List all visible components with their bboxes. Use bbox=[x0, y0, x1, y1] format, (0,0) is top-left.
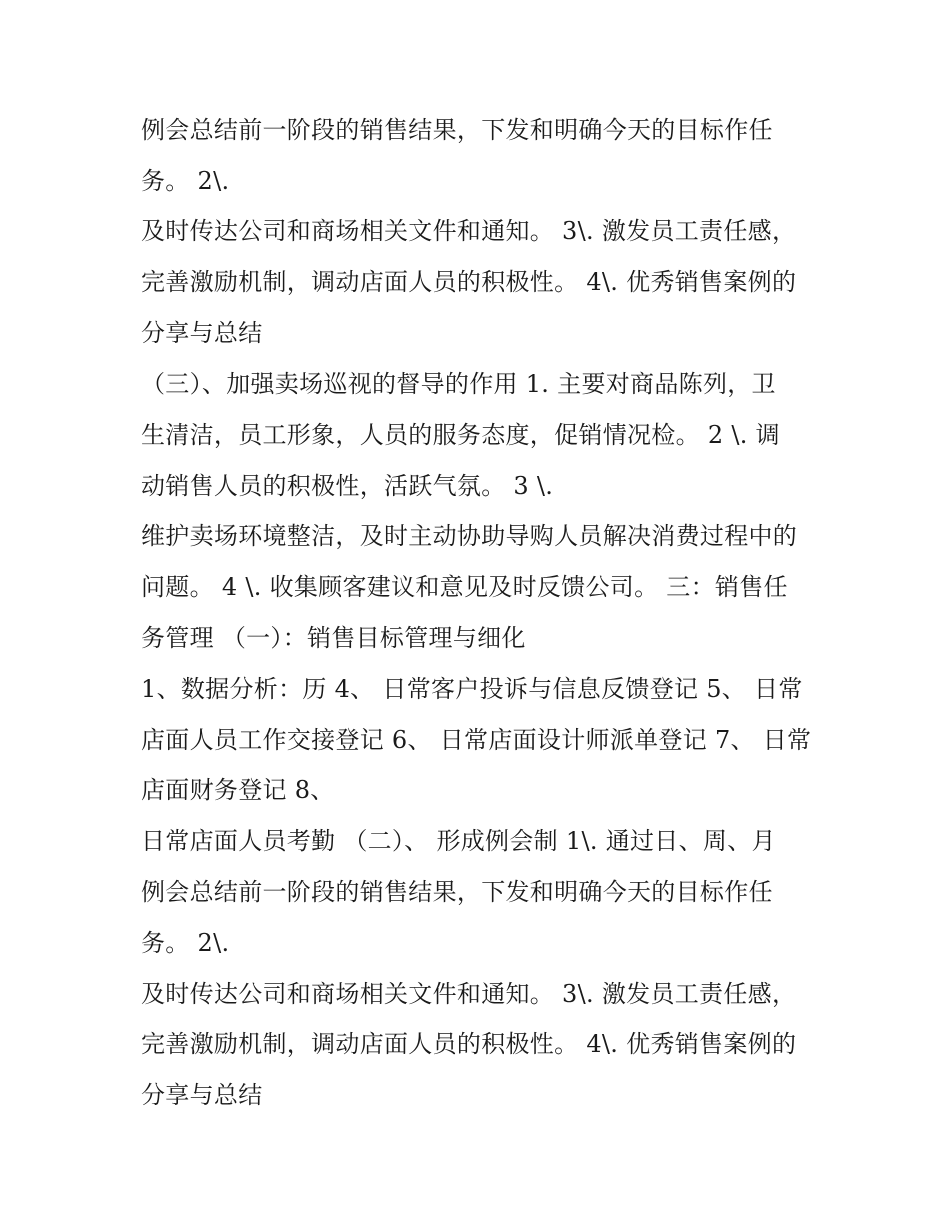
text-line: 分享与总结 bbox=[141, 319, 263, 347]
text-line: 务管理 （一）：销售目标管理与细化 bbox=[141, 624, 526, 652]
text-line: （三）、加强卖场巡视的督导的作用 1. 主要对商品陈列，卫 bbox=[141, 370, 776, 398]
text-line: 务。 2\. bbox=[141, 929, 230, 957]
text-line: 生清洁，员工形象，人员的服务态度，促销情况检。 2 \. 调 bbox=[141, 421, 780, 449]
text-line: 日常店面人员考勤 （二）、 形成例会制 1\. 通过日、周、月 bbox=[141, 827, 776, 855]
text-line: 维护卖场环境整洁，及时主动协助导购人员解决消费过程中的 bbox=[141, 522, 798, 550]
text-line: 店面财务登记 8、 bbox=[141, 776, 335, 804]
text-line: 店面人员工作交接登记 6、 日常店面设计师派单登记 7、 日常 bbox=[141, 726, 812, 754]
text-line: 例会总结前一阶段的销售结果，下发和明确今天的目标作任 bbox=[141, 116, 773, 144]
text-line: 及时传达公司和商场相关文件和通知。 3\. 激发员工责任感， bbox=[141, 980, 797, 1008]
text-line: 务。 2\. bbox=[141, 167, 230, 195]
text-line: 例会总结前一阶段的销售结果，下发和明确今天的目标作任 bbox=[141, 878, 773, 906]
text-line: 完善激励机制，调动店面人员的积极性。 4\. 优秀销售案例的 bbox=[141, 1030, 797, 1058]
text-line: 分享与总结 bbox=[141, 1081, 263, 1109]
text-line: 完善激励机制，调动店面人员的积极性。 4\. 优秀销售案例的 bbox=[141, 268, 797, 296]
text-line: 及时传达公司和商场相关文件和通知。 3\. 激发员工责任感， bbox=[141, 217, 797, 245]
text-line: 1、数据分析：历 4、 日常客户投诉与信息反馈登记 5、 日常 bbox=[141, 675, 803, 703]
text-line: 问题。 4 \. 收集顾客建议和意见及时反馈公司。 三：销售任 bbox=[141, 573, 788, 601]
text-line: 动销售人员的积极性，活跃气氛。 3 \. bbox=[141, 472, 554, 500]
